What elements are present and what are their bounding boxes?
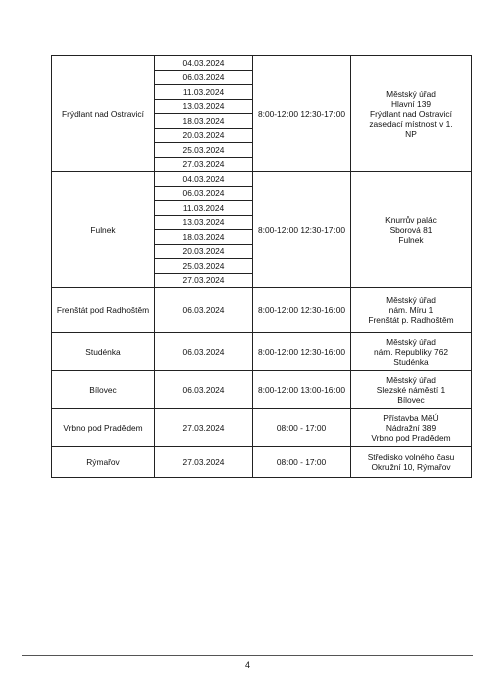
city-cell: Rýmařov <box>52 447 155 478</box>
date-cell: 18.03.2024 <box>155 114 253 129</box>
place-cell: Městský úřad nám. Míru 1 Frenštát p. Radhoštěm <box>351 288 472 333</box>
table-row <box>52 371 472 409</box>
city-cell: Studénka <box>52 333 155 371</box>
date-cell: 06.03.2024 <box>155 186 253 201</box>
page-number: 4 <box>244 660 250 670</box>
date-cell: 13.03.2024 <box>155 215 253 230</box>
table-row <box>52 409 472 447</box>
hours-cell: 8:00-12:00 12:30-17:00 <box>253 172 351 288</box>
date-cell: 27.03.2024 <box>155 409 253 447</box>
date-cell: 06.03.2024 <box>155 70 253 85</box>
place-cell: Městský úřad Hlavní 139 Frýdlant nad Ostravicí zasedací místnost v 1. NP <box>351 56 472 172</box>
date-cell: 18.03.2024 <box>155 230 253 245</box>
date-cell: 20.03.2024 <box>155 128 253 143</box>
date-cell: 04.03.2024 <box>155 56 253 71</box>
hours-cell: 8:00-12:00 13:00-16:00 <box>253 371 351 409</box>
table-row <box>52 172 472 187</box>
city-cell: Frenštát pod Radhoštěm <box>52 288 155 333</box>
schedule-table <box>51 55 472 478</box>
hours-cell: 8:00-12:00 12:30-17:00 <box>253 56 351 172</box>
place-cell: Středisko volného času Okružní 10, Rýmařov <box>351 447 472 478</box>
date-cell: 25.03.2024 <box>155 143 253 158</box>
place-cell: Městský úřad Slezské náměstí 1 Bílovec <box>351 371 472 409</box>
table-row <box>52 447 472 478</box>
date-cell: 06.03.2024 <box>155 371 253 409</box>
date-cell: 27.03.2024 <box>155 447 253 478</box>
date-cell: 11.03.2024 <box>155 201 253 216</box>
place-cell: Knurrův palác Sborová 81 Fulnek <box>351 172 472 288</box>
date-cell: 11.03.2024 <box>155 85 253 100</box>
date-cell: 27.03.2024 <box>155 157 253 172</box>
table-row <box>52 333 472 371</box>
hours-cell: 8:00-12:00 12:30-16:00 <box>253 288 351 333</box>
date-cell: 20.03.2024 <box>155 244 253 259</box>
hours-cell: 8:00-12:00 12:30-16:00 <box>253 333 351 371</box>
place-cell: Přístavba MěÚ Nádražní 389 Vrbno pod Pradědem <box>351 409 472 447</box>
date-cell: 13.03.2024 <box>155 99 253 114</box>
date-cell: 27.03.2024 <box>155 273 253 288</box>
date-cell: 04.03.2024 <box>155 172 253 187</box>
hours-cell: 08:00 - 17:00 <box>253 409 351 447</box>
city-cell: Vrbno pod Pradědem <box>52 409 155 447</box>
date-cell: 06.03.2024 <box>155 288 253 333</box>
schedule-table-body <box>52 56 472 478</box>
place-cell: Městský úřad nám. Republiky 762 Studénka <box>351 333 472 371</box>
city-cell: Frýdlant nad Ostravicí <box>52 56 155 172</box>
date-cell: 06.03.2024 <box>155 333 253 371</box>
footer-divider <box>22 655 473 656</box>
table-row <box>52 288 472 333</box>
city-cell: Fulnek <box>52 172 155 288</box>
table-row <box>52 56 472 71</box>
date-cell: 25.03.2024 <box>155 259 253 274</box>
hours-cell: 08:00 - 17:00 <box>253 447 351 478</box>
city-cell: Bílovec <box>52 371 155 409</box>
